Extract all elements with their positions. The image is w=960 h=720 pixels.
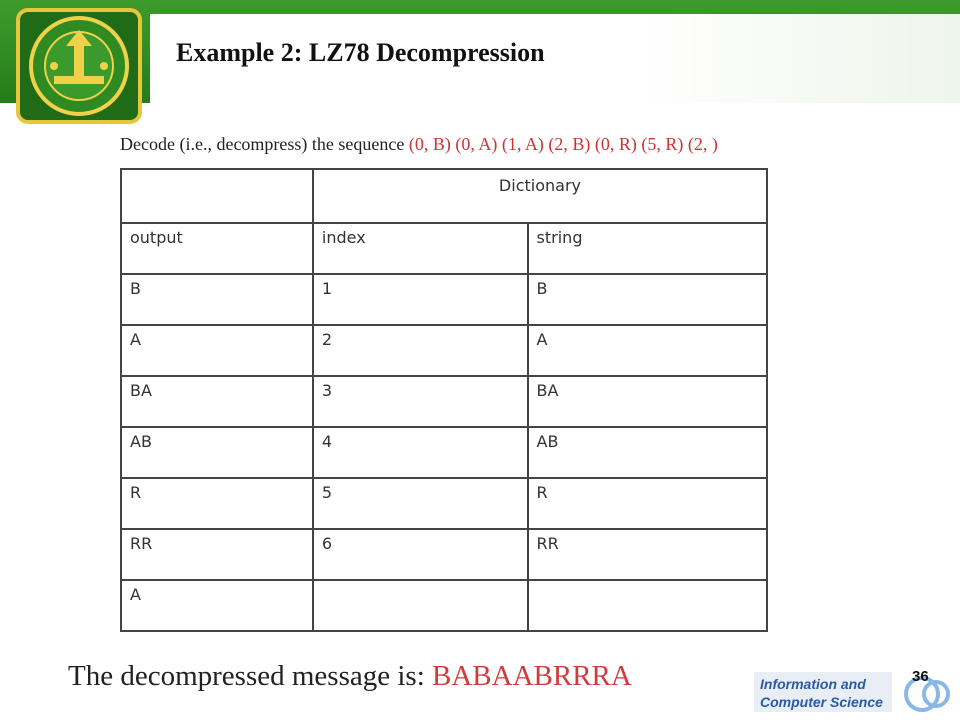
index-cell: 1: [313, 274, 528, 325]
output-cell: RR: [121, 529, 313, 580]
slide-title: Example 2: LZ78 Decompression: [176, 38, 545, 67]
footer-line2: Computer Science: [760, 694, 883, 710]
dictionary-table: [120, 168, 768, 632]
table-row: [121, 529, 767, 580]
string-cell: A: [528, 325, 767, 376]
index-cell: 5: [313, 478, 528, 529]
intro-text: Decode (i.e., decompress) the sequence: [120, 134, 409, 154]
output-cell: AB: [121, 427, 313, 478]
dictionary-header: Dictionary: [313, 169, 767, 223]
dictionary-table-container: [120, 168, 770, 634]
output-cell: B: [121, 274, 313, 325]
table-row: [121, 427, 767, 478]
string-cell: RR: [528, 529, 767, 580]
table-row: [121, 580, 767, 631]
footer-line1: Information and: [760, 676, 866, 692]
table-row: [121, 274, 767, 325]
output-cell: A: [121, 325, 313, 376]
string-cell: [528, 580, 767, 631]
encoded-sequence: (0, B) (0, A) (1, A) (2, B) (0, R) (5, R) (2, ): [408, 134, 718, 154]
column-header-string: string: [528, 223, 767, 274]
table-row: [121, 376, 767, 427]
index-cell: 3: [313, 376, 528, 427]
page-number: 36: [912, 668, 929, 685]
output-cell: R: [121, 478, 313, 529]
output-cell: A: [121, 580, 313, 631]
index-cell: 2: [313, 325, 528, 376]
index-cell: 4: [313, 427, 528, 478]
output-cell: BA: [121, 376, 313, 427]
column-header-index: index: [313, 223, 528, 274]
university-logo: [14, 6, 148, 126]
index-cell: 6: [313, 529, 528, 580]
column-header-output: output: [121, 223, 313, 274]
table-row: [121, 478, 767, 529]
blank-header-cell: [121, 169, 313, 223]
conclusion-label: The decompressed message is:: [68, 660, 433, 692]
string-cell: R: [528, 478, 767, 529]
table-header-row: [121, 169, 767, 223]
decompressed-message: BABAABRRRA: [432, 660, 632, 692]
column-header-row: [121, 223, 767, 274]
string-cell: AB: [528, 427, 767, 478]
string-cell: B: [528, 274, 767, 325]
conclusion-line: [68, 660, 632, 693]
problem-statement: [120, 134, 718, 155]
index-cell: [313, 580, 528, 631]
string-cell: BA: [528, 376, 767, 427]
table-row: [121, 325, 767, 376]
